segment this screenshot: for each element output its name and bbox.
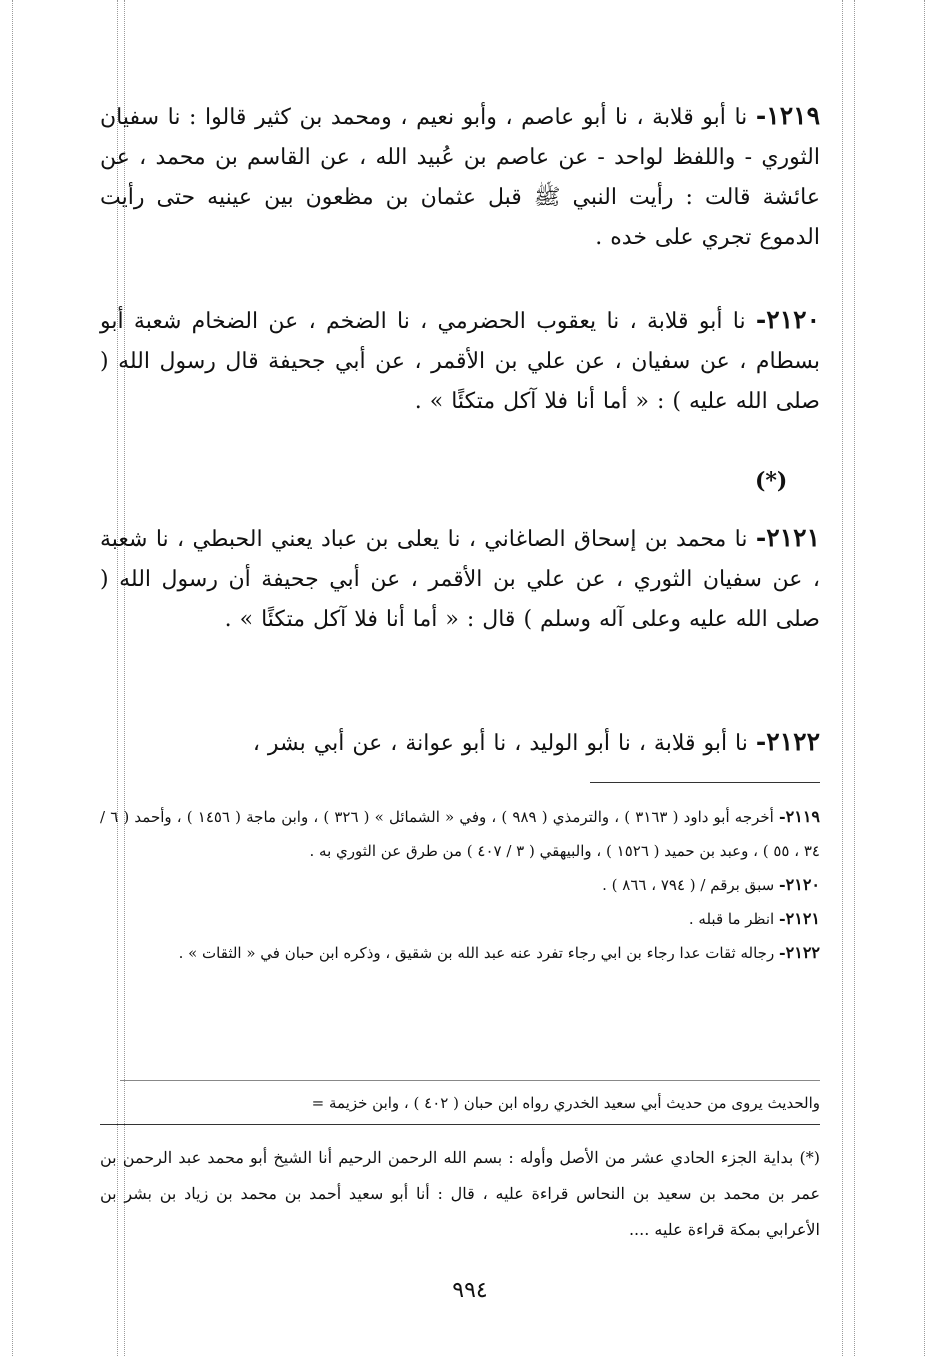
section-marker: (*) [755,468,788,494]
scan-fold-line [924,0,925,1356]
footnote-continuation [100,1088,820,1118]
entry-number: ٢١٢٢- [755,727,820,756]
footnote-number: ٢١٢١- [778,909,820,928]
footnote-text: أخرجه أبو داود ( ٣١٦٣ ) ، والترمذي ( ٩٨٩ ) ، وفي « الشمائل » ( ٣٢٦ ) ، وابن ماجة ( ١٤٥٦ ) ، وأحمد ( ٦ / ٣٤ ، ٥٥ ) ، وعبد بن حميد ( ١٥٢٦ ) ، والبيهقي ( ٣ / ٤٠٧ ) من طرق عن الثوري به . [100,808,820,860]
hadith-entry-2120 [100,300,820,422]
scan-fold-line [854,0,855,1356]
footnote-text: رجاله ثقات عدا رجاء بن ابي رجاء تفرد عنه عبد الله بن شقيق ، وذكره ابن حبان في « الثقات » . [178,944,775,962]
hadith-entry-2119 [100,96,820,258]
marginal-note [100,1140,820,1248]
hadith-entry-2121 [100,518,820,640]
entry-number: ٢١٢٠- [755,305,820,334]
footnote [100,902,820,936]
entry-number: ٢١٢١- [755,523,820,552]
footnote-number: ٢١٢٢- [778,943,820,962]
marginal-separator [100,1124,820,1125]
footnote-number: ٢١١٩- [778,807,820,826]
entry-text: نا أبو قلابة ، نا يعقوب الحضرمي ، نا الضخم ، عن الضخام شعبة أبو بسطام ، عن سفيان ، عن علي بن الأقمر ، عن أبي جحيفة قال رسول الله ( صلى الله عليه ) : « أما أنا فلا آكل متكئًا » . [100,309,820,414]
footnote-text: سبق برقم / ( ٧٩٤ ، ٨٦٦ ) . [602,876,775,894]
footnote [100,936,820,970]
footnote-inner-separator [120,1080,820,1081]
footnote-number: ٢١٢٠- [778,875,820,894]
footnote-separator [590,782,820,783]
page-number: ٩٩٤ [452,1278,488,1303]
entry-text: نا محمد بن إسحاق الصاغاني ، نا يعلى بن عباد يعني الحبطي ، نا شعبة ، عن سفيان الثوري ، عن علي بن الأقمر ، عن أبي جحيفة أن رسول الله ( صلى الله عليه وعلى آله وسلم ) قال : « أما أنا فلا آكل متكئًا » . [100,527,820,632]
scan-fold-line [842,0,843,1356]
footnote [100,800,820,868]
entry-text: نا أبو قلابة ، نا أبو عاصم ، وأبو نعيم ، ومحمد بن كثير قالوا : نا سفيان الثوري - واللفظ لواحد - عن عاصم بن عُبيد الله ، عن القاسم بن محمد ، عن عائشة قالت : رأيت النبي ﷺ قبل عثمان بن مظعون بين عينيه حتى رأيت الدموع تجري على خده . [100,105,820,250]
footnote-text: انظر ما قبله . [688,910,775,928]
scan-fold-line [12,0,13,1356]
footnote [100,868,820,902]
entry-number: ١٢١٩- [755,101,820,130]
marginal-marker: (*) [799,1148,820,1167]
footnotes [100,800,820,970]
footnote-continuation-text: والحديث يروى من حديث أبي سعيد الخدري رواه ابن حبان ( ٤٠٢ ) ، وابن خزيمة = [311,1094,820,1112]
marginal-text: بداية الجزء الحادي عشر من الأصل وأوله : بسم الله الرحمن الرحيم أنا الشيخ أبو محمد عبد الرحمن بن عمر بن محمد بن سعيد بن النحاس قراءة عليه ، قال : أنا أبو سعيد أحمد بن محمد بن زياد بن بشر بن الأعرابي بمكة قراءة عليه .... [100,1148,820,1239]
entry-text: نا أبو قلابة ، نا أبو الوليد ، نا أبو عوانة ، عن أبي بشر ، [252,731,748,756]
hadith-entry-2122 [100,722,820,764]
